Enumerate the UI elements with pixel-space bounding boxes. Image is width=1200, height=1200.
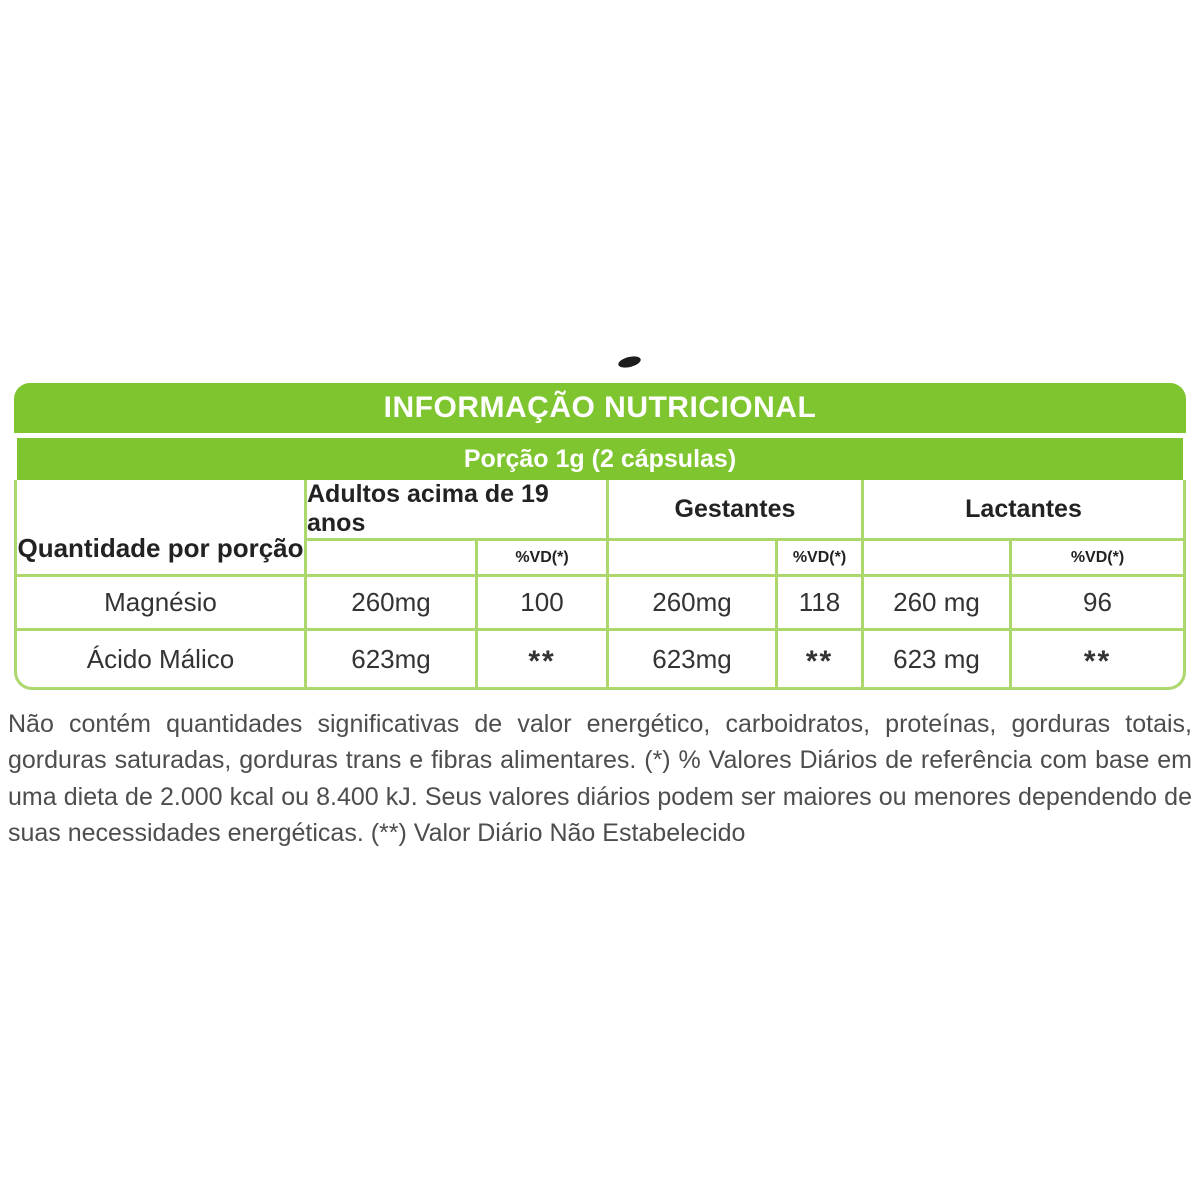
serving-size: Porção 1g (2 cápsulas): [463, 444, 737, 473]
group-header-lactating: Lactantes: [864, 480, 1183, 541]
acido-malico-pregnant-amount: 623mg: [609, 631, 778, 687]
nutrition-facts-panel: [14, 383, 1186, 690]
magnesio-pregnant-vd: 118: [778, 577, 864, 631]
empty-cell: [864, 541, 1012, 577]
group-header-pregnant: Gestantes: [609, 480, 864, 541]
acido-malico-adults-amount: 623mg: [307, 631, 478, 687]
vd-header-pregnant: %VD(*): [778, 541, 864, 577]
panel-title: INFORMAÇÃO NUTRICIONAL: [383, 391, 817, 424]
group-header-adults: Adultos acima de 19 anos: [307, 480, 609, 541]
nutrient-name-acido-malico: Ácido Málico: [17, 631, 307, 687]
vd-header-lactating: %VD(*): [1012, 541, 1183, 577]
magnesio-lactating-amount: 260 mg: [864, 577, 1012, 631]
acido-malico-lactating-vd: **: [1083, 645, 1112, 678]
footnote-text: Não contém quantidades significativas de valor energético, carboidratos, proteínas, gorduras totais, gorduras saturadas, gorduras trans e fibras alimentares. (*) % Valores Diários de referência com base em uma dieta de 2.000 kcal ou 8.400 kJ. Seus valores diários podem ser maiores ou menores dependendo de suas necessidades energéticas. (**) Valor Diário Não Estabelecido: [8, 710, 1192, 847]
empty-cell: [307, 541, 478, 577]
nutrient-name-magnesio: Magnésio: [17, 577, 307, 631]
nutrition-table: [14, 480, 1186, 690]
acido-malico-lactating-amount: 623 mg: [864, 631, 1012, 687]
acido-malico-pregnant-vd: **: [778, 631, 864, 687]
empty-cell: [609, 541, 778, 577]
column-header-quantity-per-serving: Quantidade por porção: [17, 480, 307, 577]
ink-smudge: [617, 354, 642, 369]
magnesio-adults-vd: 100: [478, 577, 609, 631]
vd-header-adults: %VD(*): [478, 541, 609, 577]
serving-bar: [17, 438, 1183, 480]
magnesio-lactating-vd: 96: [1012, 577, 1183, 631]
magnesio-adults-amount: 260mg: [307, 577, 478, 631]
magnesio-pregnant-amount: 260mg: [609, 577, 778, 631]
title-bar: [14, 383, 1186, 433]
acido-malico-adults-vd: **: [478, 631, 609, 687]
